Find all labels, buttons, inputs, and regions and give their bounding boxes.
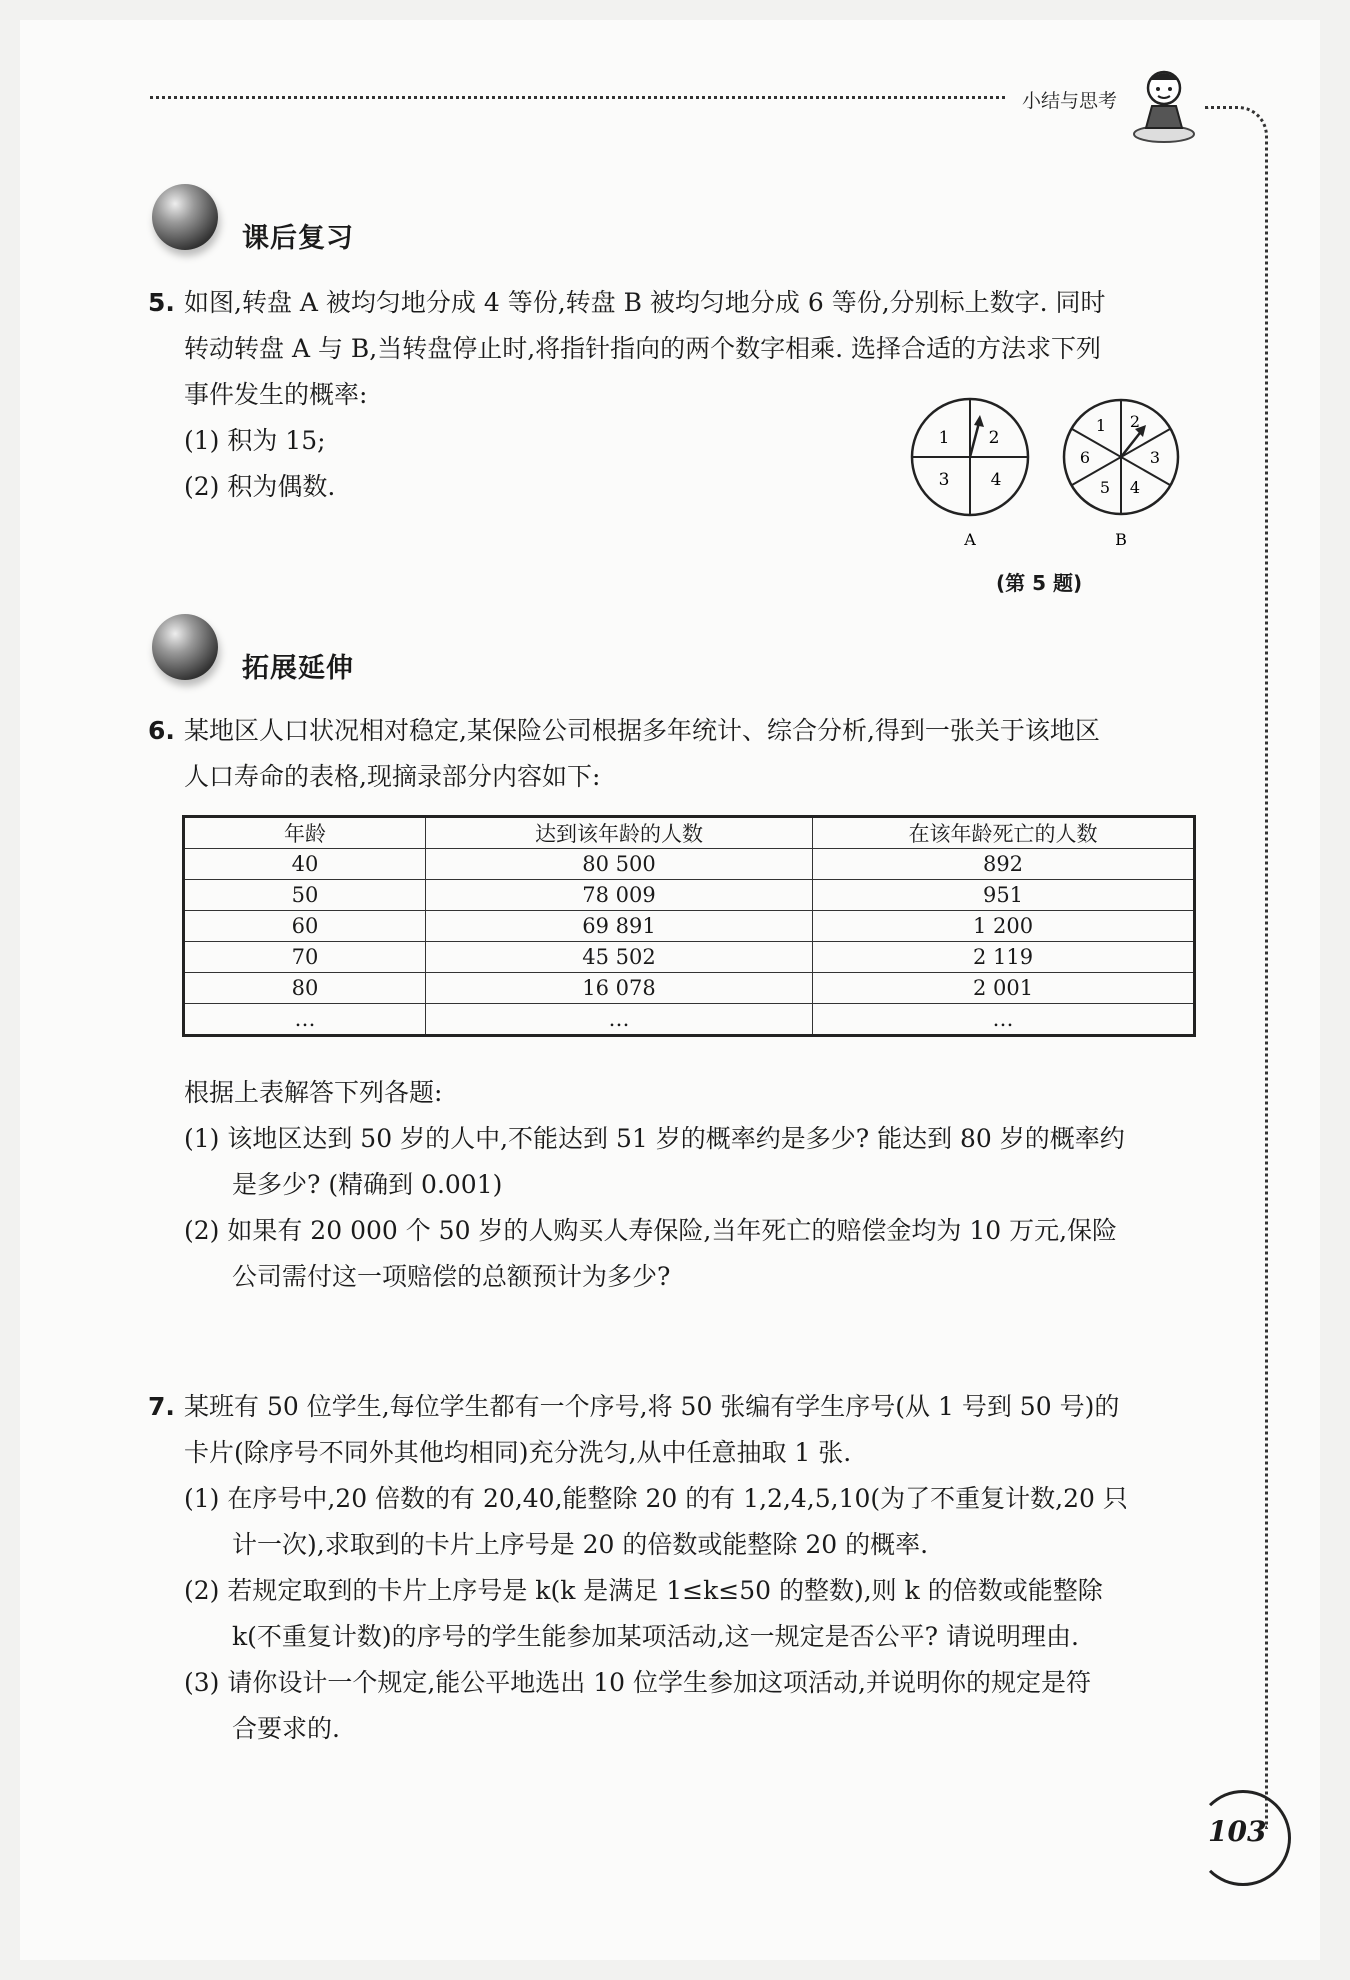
spinner-a-number-4: 4 — [990, 470, 1002, 490]
mascot-icon — [1128, 62, 1200, 146]
table-header: 达到该年龄的人数 — [426, 817, 813, 849]
q7-sub-2-line-1: (2) 若规定取到的卡片上序号是 k(k 是满足 1≤k≤50 的整数),则 k 的倍数或能整除 — [184, 1576, 1103, 1605]
margin-dotted-border — [1205, 106, 1268, 1829]
page-number: 103 — [1208, 1815, 1267, 1848]
question-number-6: 6. — [148, 716, 175, 745]
q6-sub-2-line-2: 公司需付这一项赔偿的总额预计为多少? — [232, 1262, 671, 1291]
table-cell: 951 — [813, 880, 1195, 911]
spinner-a-number-1: 1 — [938, 428, 950, 448]
figure-caption: (第 5 题) — [996, 571, 1083, 595]
q6-sub-2-line-1: (2) 如果有 20 000 个 50 岁的人购买人寿保险,当年死亡的赔偿金均为 10 万元,保险 — [184, 1216, 1118, 1245]
table-cell: 2 001 — [813, 973, 1195, 1004]
q6-intro: 根据上表解答下列各题: — [184, 1078, 443, 1107]
table-row — [184, 1004, 1195, 1036]
table-cell: 69 891 — [426, 911, 813, 942]
q6-sub-1-line-2: 是多少? (精确到 0.001) — [232, 1170, 503, 1199]
table-row — [184, 973, 1195, 1004]
q5-sub-1: (1) 积为 15; — [184, 426, 326, 455]
table-cell: 892 — [813, 849, 1195, 880]
table-cell: … — [184, 1004, 426, 1036]
header-label: 小结与思考 — [1022, 90, 1118, 112]
spinner-a-label: A — [964, 530, 976, 549]
table-cell: 80 — [184, 973, 426, 1004]
spinner-a-number-2: 2 — [988, 428, 1000, 448]
spinners-figure — [905, 395, 1195, 555]
spinner-b-number-3: 3 — [1149, 448, 1161, 467]
spinner-b-number-4: 4 — [1129, 478, 1141, 497]
section-title-extension: 拓展延伸 — [242, 653, 354, 684]
table-header-row — [184, 817, 1195, 849]
table-cell: 1 200 — [813, 911, 1195, 942]
question-number-7: 7. — [148, 1392, 175, 1421]
table-row — [184, 880, 1195, 911]
table-cell: 50 — [184, 880, 426, 911]
q5-line-3: 事件发生的概率: — [184, 380, 368, 409]
q6-line-1: 某地区人口状况相对稳定,某保险公司根据多年统计、综合分析,得到一张关于该地区 — [184, 716, 1100, 745]
table-cell: 60 — [184, 911, 426, 942]
q6-line-2: 人口寿命的表格,现摘录部分内容如下: — [184, 762, 601, 791]
table-cell: 2 119 — [813, 942, 1195, 973]
spinner-b — [1064, 400, 1178, 549]
section-title-review: 课后复习 — [242, 223, 354, 254]
q5-sub-2: (2) 积为偶数. — [184, 472, 336, 501]
spinner-b-number-2: 2 — [1129, 412, 1141, 431]
table-header: 在该年龄死亡的人数 — [813, 817, 1195, 849]
q5-line-1: 如图,转盘 A 被均匀地分成 4 等份,转盘 B 被均匀地分成 6 等份,分别标上数字. 同时 — [184, 288, 1106, 317]
table-cell: … — [426, 1004, 813, 1036]
q7-line-1: 某班有 50 位学生,每位学生都有一个序号,将 50 张编有学生序号(从 1 号到 50 号)的 — [184, 1392, 1120, 1421]
table-cell: 80 500 — [426, 849, 813, 880]
section-network-icon — [152, 614, 218, 680]
table-cell: 16 078 — [426, 973, 813, 1004]
header-dotted-rule — [150, 96, 1005, 99]
q7-sub-3-line-2: 合要求的. — [232, 1714, 340, 1743]
table-row — [184, 942, 1195, 973]
question-number-5: 5. — [148, 288, 175, 317]
table-cell: 78 009 — [426, 880, 813, 911]
q5-line-2: 转动转盘 A 与 B,当转盘停止时,将指针指向的两个数字相乘. 选择合适的方法求下列 — [184, 334, 1102, 363]
q6-sub-1-line-1: (1) 该地区达到 50 岁的人中,不能达到 51 岁的概率约是多少? 能达到 80 岁的概率约 — [184, 1124, 1125, 1153]
table-row — [184, 911, 1195, 942]
life-table — [182, 815, 1196, 1037]
spinner-a-number-3: 3 — [938, 470, 950, 490]
table-header: 年龄 — [184, 817, 426, 849]
table-cell: … — [813, 1004, 1195, 1036]
spinner-a — [912, 399, 1028, 549]
table-cell: 70 — [184, 942, 426, 973]
table-cell: 45 502 — [426, 942, 813, 973]
q7-sub-2-line-2: k(不重复计数)的序号的学生能参加某项活动,这一规定是否公平? 请说明理由. — [232, 1622, 1079, 1651]
q7-sub-1-line-1: (1) 在序号中,20 倍数的有 20,40,能整除 20 的有 1,2,4,5,10(为了不重复计数,20 只 — [184, 1484, 1128, 1513]
q7-line-2: 卡片(除序号不同外其他均相同)充分洗匀,从中任意抽取 1 张. — [184, 1438, 852, 1467]
q7-sub-3-line-1: (3) 请你设计一个规定,能公平地选出 10 位学生参加这项活动,并说明你的规定是符 — [184, 1668, 1091, 1697]
q7-sub-1-line-2: 计一次),求取到的卡片上序号是 20 的倍数或能整除 20 的概率. — [232, 1530, 929, 1559]
spinner-b-number-1: 1 — [1095, 416, 1107, 435]
spinner-b-number-6: 6 — [1079, 448, 1091, 467]
spinner-b-number-5: 5 — [1099, 478, 1111, 497]
table-cell: 40 — [184, 849, 426, 880]
table-row — [184, 849, 1195, 880]
section-ball-icon — [152, 184, 218, 250]
spinner-b-label: B — [1115, 530, 1127, 549]
